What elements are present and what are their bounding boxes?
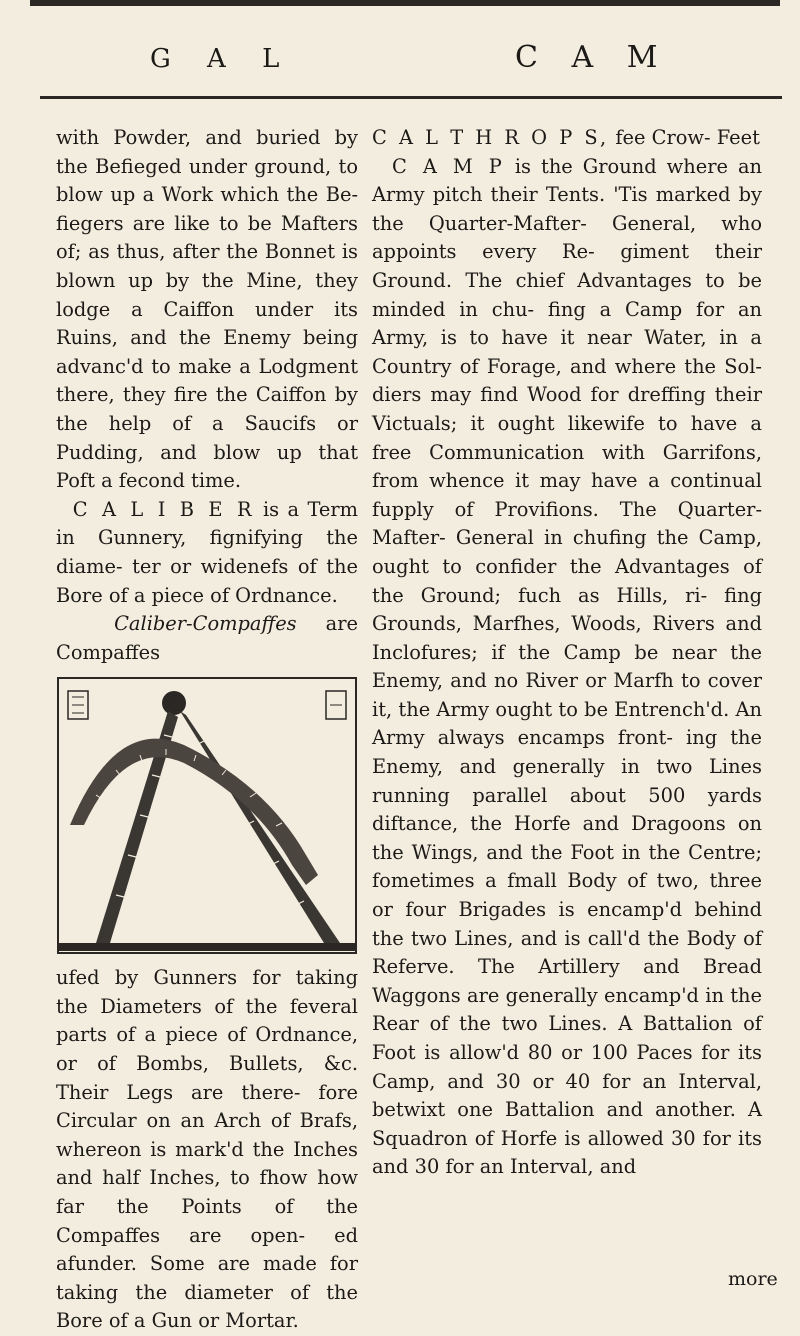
right-column xyxy=(372,124,762,1182)
calthrops-entry xyxy=(372,124,762,153)
caisson-paragraph: with Powder, and buried by the Befieged under ground, to blow up a Work which the Be- fiegers are like to be Mafters of; as thus, after the Bonnet is blown up by the Mine, they lodge a Caiffon under its Ruins, and the Enemy being advanc'd to make a Lodgment there, they fire the Caiffon by the help of a Saucifs or Pudding, and blow up that Poft a fecond time. xyxy=(56,126,358,493)
calthrops-term: C A L T H R O P S, xyxy=(372,126,610,149)
compass-definition-start: are Compaffes xyxy=(56,612,358,664)
caliber-term: C A L I B E R xyxy=(72,497,255,521)
compass-term: Caliber-Compaffes xyxy=(114,612,297,636)
camp-entry xyxy=(372,153,762,1182)
camp-definition: is the Ground where an Army pitch their Tents. 'Tis marked by the Quarter-Mafter- General, who appoints every Re- giment their Ground. The chief Advantages to be minded in chu- fing a Camp for an Army, is to have it near Water, in a Country of Forage, and where the Sol- diers may find Wood for dreffing their Victuals; it ought likewife to have a free Communication with Garrifons, from whence it may have a continual fupply of Provifions. The Quarter-Mafter- General in chufing the Camp, ought to confider the Advantages of the Ground; fuch as Hills, ri- fing Grounds, Marfhes, Woods, Rivers and Inclofures; if the Camp be near the Enemy, and no River or Marfh to cover it, the Army ought to be Entrench'd. An Army always encamps front- ing the Enemy, and generally in two Lines running parallel about 500 yards diftance, the Horfe and Dragoons on the Wings, and the Foot in the Centre; fometimes a fmall Body of two, three or four Brigades is encamp'd behind the two Lines, and is call'd the Body of Referve. The Artillery and Bread Waggons are generally encamp'd in the Rear of the two Lines. A Battalion of Foot is allow'd 80 or 100 Paces for its Camp, and 30 or 40 for an Interval, betwixt one Battalion and another. A Squadron of Horfe is allowed 30 for its and 30 for an Interval, and xyxy=(372,154,763,1179)
camp-term: C A M P xyxy=(392,154,505,178)
catchword: more xyxy=(728,1268,778,1290)
caliber-definition: is a Term in Gunnery, fignifying the diame- ter or widenefs of the Bore of a piece of Ordnance. xyxy=(56,497,359,607)
running-head xyxy=(0,40,800,84)
caliber-entry xyxy=(56,496,358,610)
compasses-engraving xyxy=(56,675,358,956)
left-column xyxy=(56,124,358,1336)
compass-entry xyxy=(56,610,358,667)
calthrops-definition: fee Crow- Feet xyxy=(609,126,760,149)
caliber-compasses-illustration xyxy=(56,675,358,956)
top-rule xyxy=(30,0,780,6)
running-head-right: C A M xyxy=(515,40,670,75)
header-rule xyxy=(40,96,782,99)
running-head-left: G A L xyxy=(150,44,294,74)
compass-definition-continued: ufed by Gunners for taking the Diameters of the feveral parts of a piece of Ordnance, or of Bombs, Bullets, &c. Their Legs are there- fore Circular on an Arch of Brafs, whereon is mark'd the Inches and half Inches, to fhow how far the Points of the Compaffes are open- ed afunder. Some are made for taking the diameter of the Bore of a Gun or Mortar. xyxy=(56,966,358,1333)
